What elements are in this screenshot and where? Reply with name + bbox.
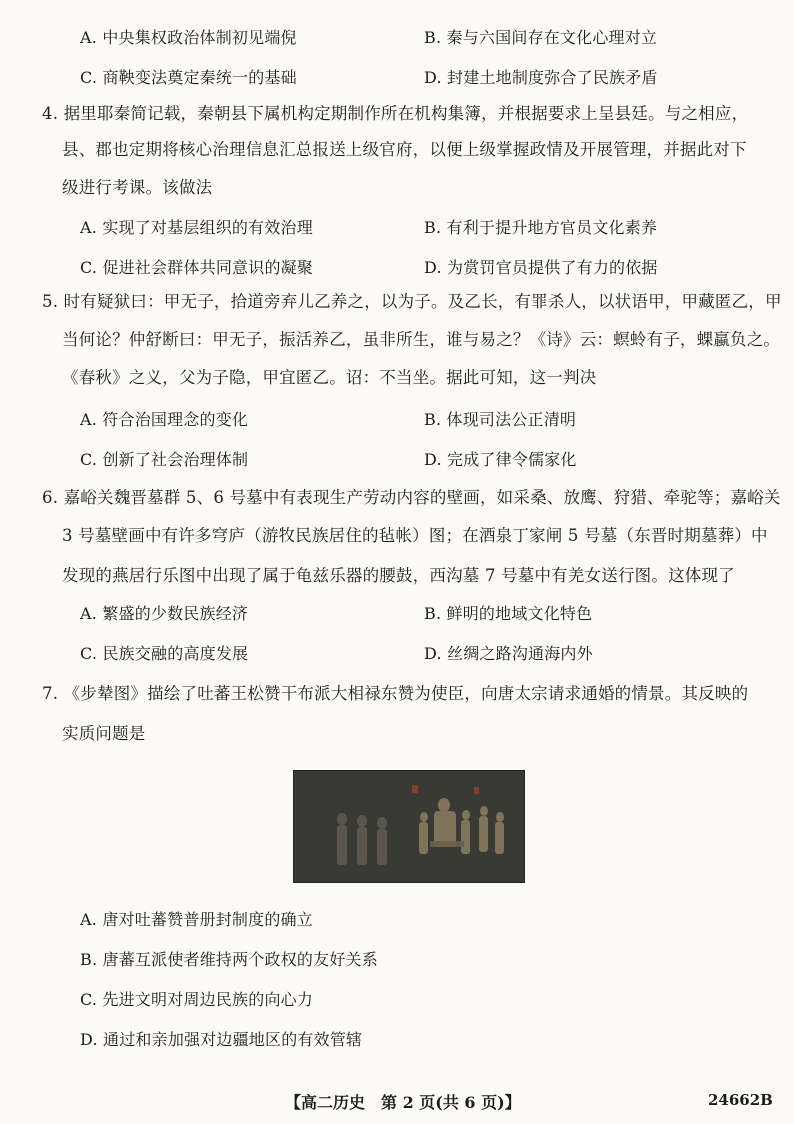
q5-option-d[interactable]: D. 完成了律令儒家化 bbox=[424, 450, 577, 469]
q7-option-a[interactable]: A. 唐对吐蕃赞普册封制度的确立 bbox=[80, 910, 313, 929]
exam-code: 24662B bbox=[708, 1091, 773, 1109]
q6-option-d[interactable]: D. 丝绸之路沟通海内外 bbox=[424, 644, 593, 663]
q6-option-a[interactable]: A. 繁盛的少数民族经济 bbox=[80, 604, 249, 623]
q5-stem-line-3: 《春秋》之义，父为子隐，甲宜匿乙。诏：不当坐。据此可知，这一判决 bbox=[62, 368, 597, 387]
q7-option-d[interactable]: D. 通过和亲加强对边疆地区的有效管辖 bbox=[80, 1030, 363, 1049]
q5-option-b[interactable]: B. 体现司法公正清明 bbox=[424, 410, 577, 429]
painting-figure bbox=[293, 770, 525, 883]
q7-option-c[interactable]: C. 先进文明对周边民族的向心力 bbox=[80, 990, 314, 1009]
q4-option-c[interactable]: C. 促进社会群体共同意识的凝聚 bbox=[80, 258, 314, 277]
q7-stem-line-1: 7. 《步辇图》描绘了吐蕃王松赞干布派大相禄东赞为使臣，向唐太宗请求通婚的情景。其反映的 bbox=[42, 684, 749, 703]
q4-option-a[interactable]: A. 实现了对基层组织的有效治理 bbox=[80, 218, 313, 237]
q7-stem-line-2: 实质问题是 bbox=[62, 724, 146, 743]
q5-option-a[interactable]: A. 符合治国理念的变化 bbox=[80, 410, 249, 429]
q5-stem-line-1: 5. 时有疑狱曰：甲无子，拾道旁弃儿乙养之，以为子。及乙长，有罪杀人，以状语甲，甲藏匿乙，甲 bbox=[42, 292, 782, 311]
q3-option-a[interactable]: A. 中央集权政治体制初见端倪 bbox=[80, 28, 297, 47]
q4-option-d[interactable]: D. 为赏罚官员提供了有力的依据 bbox=[424, 258, 658, 277]
q6-option-b[interactable]: B. 鲜明的地域文化特色 bbox=[424, 604, 593, 623]
q5-stem-line-2: 当何论？仲舒断曰：甲无子，振活养乙，虽非所生，谁与易之？《诗》云：螟蛉有子，蜾蠃负之。 bbox=[62, 330, 781, 349]
q3-option-b[interactable]: B. 秦与六国间存在文化心理对立 bbox=[424, 28, 658, 47]
q4-stem-line-2: 县、郡也定期将核心治理信息汇总报送上级官府，以便上级掌握政情及开展管理，并据此对下 bbox=[62, 140, 747, 159]
q5-option-c[interactable]: C. 创新了社会治理体制 bbox=[80, 450, 249, 469]
q4-stem-line-3: 级进行考课。该做法 bbox=[62, 178, 213, 197]
q6-stem-line-2: 3 号墓壁画中有许多穹庐（游牧民族居住的毡帐）图；在酒泉丁家闸 5 号墓（东晋时期墓葬）中 bbox=[62, 526, 768, 545]
painting-scene bbox=[294, 771, 524, 882]
page-footer-title: 【高二历史 第 2 页(共 6 页)】 bbox=[285, 1093, 521, 1112]
q6-stem-line-3: 发现的燕居行乐图中出现了属于龟兹乐器的腰鼓，西沟墓 7 号墓中有羌女送行图。这体现了 bbox=[62, 566, 735, 585]
q6-option-c[interactable]: C. 民族交融的高度发展 bbox=[80, 644, 249, 663]
q3-option-c[interactable]: C. 商鞅变法奠定秦统一的基础 bbox=[80, 68, 297, 87]
q6-stem-line-1: 6. 嘉峪关魏晋墓群 5、6 号墓中有表现生产劳动内容的壁画，如采桑、放鹰、狩猎、牵驼等；嘉峪关 bbox=[42, 488, 781, 507]
q7-option-b[interactable]: B. 唐蕃互派使者维持两个政权的友好关系 bbox=[80, 950, 378, 969]
q4-stem-line-1: 4. 据里耶秦简记载，秦朝县下属机构定期制作所在机构集簿，并根据要求上呈县廷。与之相应， bbox=[42, 104, 749, 123]
q3-option-d[interactable]: D. 封建土地制度弥合了民族矛盾 bbox=[424, 68, 658, 87]
q4-option-b[interactable]: B. 有利于提升地方官员文化素养 bbox=[424, 218, 658, 237]
